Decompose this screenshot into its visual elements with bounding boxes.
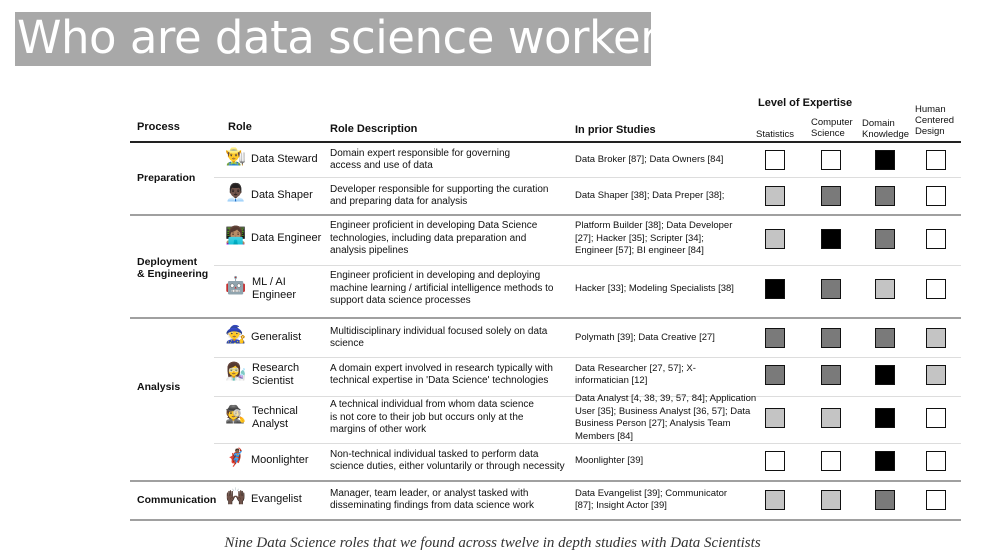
prior-studies-line: Data Researcher [27, 57]; X-: [575, 362, 696, 374]
header-centered: Centered: [915, 115, 955, 126]
expertise-square-computer-science: [821, 186, 841, 206]
header-design: Design: [915, 126, 945, 137]
expertise-square-human-centered-design: [926, 490, 946, 510]
role-name-line2: Engineer: [252, 289, 297, 301]
row-divider: [214, 357, 961, 358]
prior-studies-line: Hacker [33]; Modeling Specialists [38]: [575, 282, 734, 294]
expertise-square-domain-knowledge: [875, 229, 895, 249]
expertise-square-statistics: [765, 186, 785, 206]
process-communication: Communication: [137, 494, 217, 506]
header-process: Process: [137, 121, 180, 133]
expertise-square-statistics: [765, 328, 785, 348]
prior-studies-line: Polymath [39]; Data Creative [27]: [575, 331, 715, 343]
header-description: Role Description: [330, 123, 418, 135]
expertise-square-statistics: [765, 451, 785, 471]
expertise-square-computer-science: [821, 408, 841, 428]
prior-studies-line: Platform Builder [38]; Data Developer: [575, 220, 733, 232]
expertise-square-statistics: [765, 365, 785, 385]
role-name-line1: ML / AI: [252, 276, 286, 288]
expertise-square-human-centered-design: [926, 451, 946, 471]
role-name: Generalist: [251, 331, 302, 343]
detective-icon: 🕵️: [225, 405, 247, 424]
prior-studies-line: Data Broker [87]; Data Owners [84]: [575, 153, 724, 165]
role-description-line: Domain expert responsible for governing: [330, 147, 511, 159]
header-statistics: Statistics: [756, 129, 795, 140]
prior-studies-line: Data Analyst [4, 38, 39, 57, 84]; Application: [575, 393, 757, 404]
expertise-square-human-centered-design: [926, 279, 946, 299]
expertise-square-human-centered-design: [926, 150, 946, 170]
role-name: Data Engineer: [251, 232, 322, 244]
prior-studies-line: [87]; Insight Actor [39]: [575, 500, 667, 511]
role-description-line: science duties, either voluntarily or through necessity: [330, 461, 565, 472]
expertise-square-human-centered-design: [926, 186, 946, 206]
expertise-square-domain-knowledge: [875, 451, 895, 471]
role-name: Data Shaper: [251, 189, 313, 201]
prior-studies-line: Business Person [27]; Analysis Team: [575, 418, 731, 429]
role-description-line: Manager, team leader, or analyst tasked with: [330, 487, 529, 499]
role-description-line: Multidisciplinary individual focused solely on data: [330, 325, 548, 337]
role-description-line: access and use of data: [330, 160, 433, 171]
header-role: Role: [228, 121, 252, 133]
expertise-square-statistics: [765, 490, 785, 510]
role-description-line: Engineer proficient in developing Data Science: [330, 220, 538, 232]
role-name-line2: Scientist: [252, 375, 294, 387]
role-name: Evangelist: [251, 493, 302, 505]
prior-studies-line: Members [84]: [575, 430, 634, 442]
role-description-line: machine learning / artificial intelligence methods to: [330, 282, 554, 294]
expertise-square-human-centered-design: [926, 365, 946, 385]
role-description-line: is not core to their job but occurs only at the: [330, 411, 524, 423]
role-name-line1: Technical: [252, 405, 298, 417]
role-description-line: and preparing data for analysis: [330, 196, 468, 207]
prior-studies-line: Moonlighter [39]: [575, 454, 644, 466]
wizard-icon: 🧙: [225, 325, 247, 344]
prior-studies-line: Data Shaper [38]; Data Preper [38];: [575, 189, 725, 201]
role-description-line: Engineer proficient in developing and deploying: [330, 270, 541, 282]
role-description-line: Developer responsible for supporting the curation: [330, 183, 549, 195]
header-knowledge: Knowledge: [862, 129, 910, 140]
role-description-line: support data science processes: [330, 295, 471, 307]
role-description-line: margins of other work: [330, 424, 427, 436]
section-divider: [130, 214, 961, 216]
role-name-line2: Analyst: [252, 418, 289, 430]
role-description-line: technical expertise in 'Data Science' technologies: [330, 375, 549, 386]
role-description-line: technologies, including data preparation and: [330, 232, 527, 244]
role-name: Data Steward: [251, 153, 318, 165]
role-description-line: A domain expert involved in research typically with: [330, 362, 553, 374]
expertise-square-domain-knowledge: [875, 490, 895, 510]
robot-icon: 🤖: [225, 276, 247, 295]
process-deployment-line1: Deployment: [137, 256, 198, 268]
person-steward-icon: 👨‍🌾: [225, 147, 247, 166]
expertise-square-domain-knowledge: [875, 328, 895, 348]
figure-caption: Nine Data Science roles that we found across twelve in depth studies with Data Scientists: [224, 535, 761, 551]
prior-studies-line: User [35]; Business Analyst [36, 57]; Data: [575, 405, 751, 417]
row-divider: [214, 443, 961, 444]
expertise-square-domain-knowledge: [875, 150, 895, 170]
header-science: Science: [811, 128, 845, 139]
superhero-icon: 🦸🏾: [225, 448, 247, 467]
expertise-square-computer-science: [821, 490, 841, 510]
expertise-square-computer-science: [821, 229, 841, 249]
expertise-square-human-centered-design: [926, 328, 946, 348]
expertise-square-statistics: [765, 279, 785, 299]
expertise-square-domain-knowledge: [875, 408, 895, 428]
expertise-square-statistics: [765, 229, 785, 249]
header-prior-studies: In prior Studies: [575, 124, 656, 136]
role-description-line: analysis pipelines: [330, 245, 409, 257]
expertise-square-human-centered-design: [926, 408, 946, 428]
table-bottom-rule: [130, 519, 961, 521]
expertise-square-domain-knowledge: [875, 279, 895, 299]
process-deployment-line2: & Engineering: [137, 268, 209, 280]
prior-studies-line: [27]; Hacker [35]; Scripter [34];: [575, 232, 704, 244]
header-domain: Domain: [862, 118, 895, 129]
row-divider: [214, 265, 961, 266]
role-description-line: Non-technical individual tasked to perform data: [330, 448, 539, 460]
header-computer: Computer: [811, 117, 853, 128]
expertise-square-human-centered-design: [926, 229, 946, 249]
role-description-line: A technical individual from whom data science: [330, 399, 534, 411]
role-description-line: science: [330, 338, 364, 349]
expertise-square-computer-science: [821, 365, 841, 385]
scientist-icon: 👩‍🔬: [225, 362, 247, 381]
section-divider: [130, 480, 961, 482]
prior-studies-line: Data Evangelist [39]; Communicator: [575, 487, 728, 499]
page-title: Who are data science workers?: [17, 11, 705, 64]
prior-studies-line: Engineer [57]; BI engineer [84]: [575, 245, 704, 257]
prior-studies-line: informatician [12]: [575, 375, 648, 386]
header-human: Human: [915, 104, 946, 115]
expertise-square-computer-science: [821, 279, 841, 299]
person-engineer-icon: 👩🏽‍💻: [225, 226, 247, 245]
expertise-square-computer-science: [821, 328, 841, 348]
process-analysis: Analysis: [137, 381, 181, 393]
expertise-square-computer-science: [821, 150, 841, 170]
expertise-square-domain-knowledge: [875, 365, 895, 385]
raised-hands-icon: 🙌🏿: [225, 487, 247, 506]
role-name: Moonlighter: [251, 454, 309, 466]
role-name-line1: Research: [252, 362, 300, 374]
expertise-square-statistics: [765, 150, 785, 170]
expertise-square-computer-science: [821, 451, 841, 471]
header-expertise: Level of Expertise: [758, 97, 853, 109]
role-description-line: disseminating findings from data science work: [330, 500, 534, 511]
expertise-square-domain-knowledge: [875, 186, 895, 206]
person-shaper-icon: 👨🏿‍💼: [225, 183, 247, 202]
row-divider: [214, 177, 961, 178]
section-divider: [130, 317, 961, 319]
expertise-square-statistics: [765, 408, 785, 428]
process-preparation: Preparation: [137, 172, 196, 184]
header-rule: [130, 141, 961, 143]
